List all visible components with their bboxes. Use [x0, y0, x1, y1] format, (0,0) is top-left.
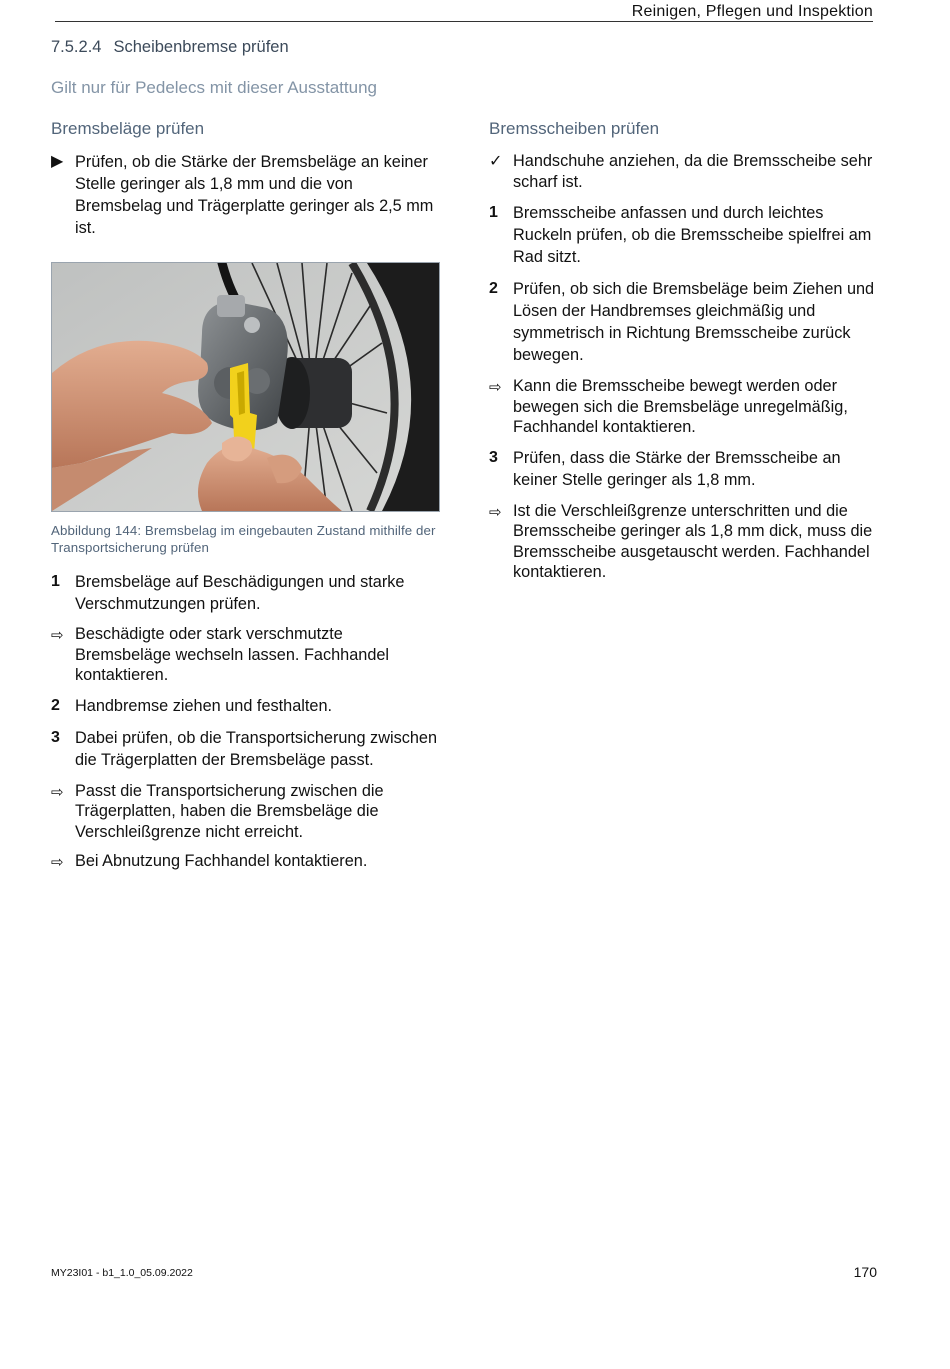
step-number: 1: [51, 573, 60, 590]
list-item: [489, 278, 881, 366]
list-item: [489, 376, 881, 438]
list-item: [51, 851, 441, 872]
result-arrow-icon: ⇨: [51, 854, 64, 871]
left-column: [51, 118, 441, 872]
list-item-text: Passt die Transportsicherung zwischen die Trägerplatten, haben die Bremsbeläge die Verschleißgrenze nicht erreicht.: [75, 781, 384, 841]
step-number: 2: [489, 280, 498, 297]
list-item-text: Handschuhe anziehen, da die Bremsscheibe sehr scharf ist.: [513, 152, 873, 191]
list-item-text: Bremsscheibe anfassen und durch leichtes Ruckeln prüfen, ob die Bremsscheibe spielfrei am Rad sitzt.: [513, 204, 872, 266]
list-item: [489, 447, 881, 491]
list-item-text: Bei Abnutzung Fachhandel kontaktieren.: [75, 852, 368, 870]
step-number: 3: [51, 728, 60, 746]
result-arrow-icon: ⇨: [51, 627, 64, 644]
list-item-text: Beschädigte oder stark verschmutzte Bremsbeläge wechseln lassen. Fachhandel kontaktieren.: [75, 625, 390, 684]
checkmark-icon: ✓: [489, 153, 503, 170]
result-arrow-icon: ⇨: [489, 379, 502, 396]
list-item-text: Bremsbeläge auf Beschädigungen und starke Verschmutzungen prüfen.: [75, 573, 405, 613]
step-number: 2: [51, 696, 60, 714]
list-item: [51, 571, 441, 615]
instruction-text: Prüfen, ob die Stärke der Bremsbeläge an keiner Stelle geringer als 1,8 mm und die von Bremsbelag und Trägerplatte geringer als 2,5 mm ist.: [75, 153, 434, 237]
step-number: 3: [489, 448, 498, 466]
list-item-text: Prüfen, dass die Stärke der Bremsscheibe an keiner Stelle geringer als 1,8 mm.: [513, 448, 841, 489]
list-item-text: Kann die Bremsscheibe bewegt werden oder bewegen sich die Bremsbeläge unregelmäßig, Fachhandel kontaktieren.: [513, 377, 848, 436]
brake-caliper-photo-image: [52, 263, 439, 511]
step-number: 1: [489, 204, 498, 221]
section-title: [51, 38, 289, 57]
right-column-heading: Bremsscheiben prüfen: [489, 119, 660, 138]
list-item: [51, 781, 441, 843]
list-item-text: Ist die Verschleißgrenze unterschritten und die Bremsscheibe geringer als 1,8 mm dick, muss die Bremsscheibe ausgetauscht werden. Fachhandel kontaktieren.: [513, 501, 873, 581]
footer-document-id: MY23I01 - b1_1.0_05.09.2022: [51, 1267, 193, 1279]
list-item-text: Handbremse ziehen und festhalten.: [75, 696, 333, 715]
left-column-heading: Bremsbeläge prüfen: [51, 119, 205, 138]
header-rule: [55, 21, 873, 22]
applicability-subtitle: Gilt nur für Pedelecs mit dieser Ausstattung: [51, 78, 377, 97]
figure-caption: Abbildung 144: Bremsbelag im eingebauten Zustand mithilfe der Transportsicherung prüfen: [51, 523, 436, 555]
section-number: 7.5.2.4: [51, 38, 102, 56]
result-arrow-icon: ⇨: [489, 503, 502, 521]
list-item: [489, 501, 881, 583]
list-item-text: Prüfen, ob sich die Bremsbeläge beim Ziehen und Lösen der Handbremses gleichmäßig und symmetrisch in Richtung Bremsscheibe zurück bewegen.: [513, 280, 875, 364]
right-column: [489, 118, 881, 583]
result-arrow-icon: ⇨: [51, 783, 64, 801]
figure-brake-pad-photo: [51, 262, 440, 512]
list-item: [51, 624, 441, 686]
list-item: [489, 202, 881, 268]
running-header: Reinigen, Pflegen und Inspektion: [631, 3, 873, 20]
page-number: 170: [853, 1264, 877, 1280]
list-item: [51, 727, 441, 771]
list-item: [51, 695, 441, 717]
instruction-intro: [51, 151, 441, 239]
section-title-text: Scheibenbremse prüfen: [113, 38, 289, 56]
list-item-text: Dabei prüfen, ob die Transportsicherung zwischen die Trägerplatten der Bremsbeläge passt.: [75, 728, 438, 769]
list-item: [489, 151, 881, 192]
play-triangle-icon: ▶: [51, 153, 64, 170]
